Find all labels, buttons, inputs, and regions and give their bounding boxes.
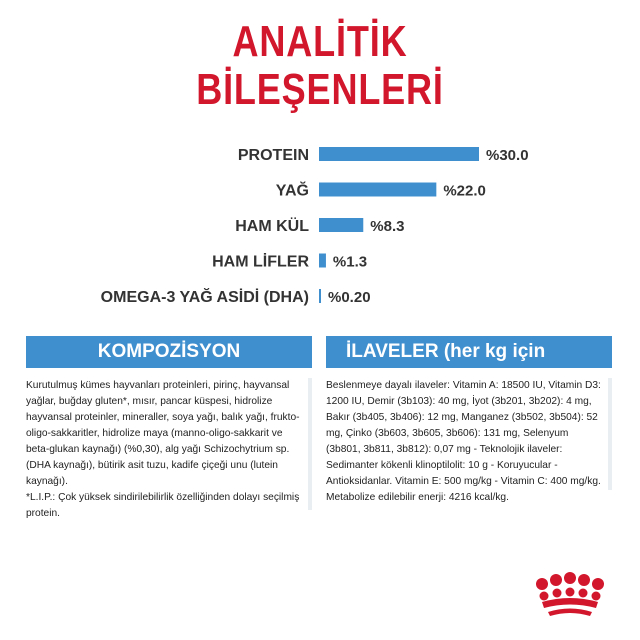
value-label: %8.3 [370, 218, 405, 235]
category-label: HAM KÜL [235, 218, 309, 235]
composition-footnote: *L.I.P.: Çok yüksek sindirilebilirlik özelliğinden dolayı seçilmiş protein. [26, 492, 300, 519]
additives-text: Beslenmeye dayalı ilaveler: Vitamin A: 18500 IU, Vitamin D3: 1200 IU, Demir (3b103): 40 mg, İyot (3b201, 3b202): 4 mg, Bakır (3b405, 3b406): 12 mg, Manganez (3b502, 3b504): 52 mg, Çinko (3b603, 3b605, 3b606): 131 mg, Selenyum (3b801, 3b811, 3b812): 0,07 mg - Teknolojik ilaveler: Sedimanter kökenli klinoptilolit: 10 g - Koruyucular - Antioksidanlar. Vitamin E: 500 mg/kg - Vitamin C: 400 mg/kg. Metabolize edilebilir enerji: 4216 kcal/kg. [326, 380, 601, 503]
value-label: %1.3 [332, 253, 368, 271]
additives-panel [326, 378, 612, 503]
category-label: HAM LİFLER [212, 253, 309, 271]
bar [319, 218, 363, 232]
composition-heading: KOMPOZİSYON [97, 341, 241, 362]
additives-heading-bar [326, 336, 612, 368]
value-label: %0.20 [328, 289, 371, 306]
composition-panel [26, 378, 312, 519]
title-line-2: BİLEŞENLERİ [196, 65, 444, 114]
panel-shadow [308, 378, 312, 510]
value-label: %22.0 [443, 182, 486, 200]
category-label: OMEGA-3 YAĞ ASİDİ (DHA) [100, 289, 309, 306]
bar [319, 254, 326, 268]
category-label: YAĞ [275, 182, 309, 200]
composition-heading-bar [26, 336, 312, 368]
analytical-components-chart [0, 132, 640, 312]
additives-heading: İLAVELER (her kg için [346, 341, 546, 362]
title-line-1: ANALİTİK [232, 17, 408, 66]
bottom-strip [0, 624, 640, 640]
composition-text: Kurutulmuş kümes hayvanları proteinleri, pirinç, hayvansal yağlar, buğday gluten*, mısır, pancar küspesi, hidrolize hayvansal proteinler, mineraller, soya yağı, balık yağı, frukto-oligo-sakkaritler, hidrolize maya (manno-oligo-sakkarit ve beta-glukan kaynağı) (%0,30), alg yağı Schizochytrium sp. (DHA kaynağı), bütirik asit tuzu, kadife çiçeği unu (lutein kaynağı). [26, 380, 300, 487]
royal-crown-icon [530, 572, 610, 620]
bar [319, 289, 321, 303]
bar [319, 147, 479, 161]
category-label: PROTEIN [237, 147, 309, 164]
value-label: %30.0 [486, 147, 529, 164]
bar [319, 183, 436, 197]
panel-shadow [608, 378, 612, 490]
